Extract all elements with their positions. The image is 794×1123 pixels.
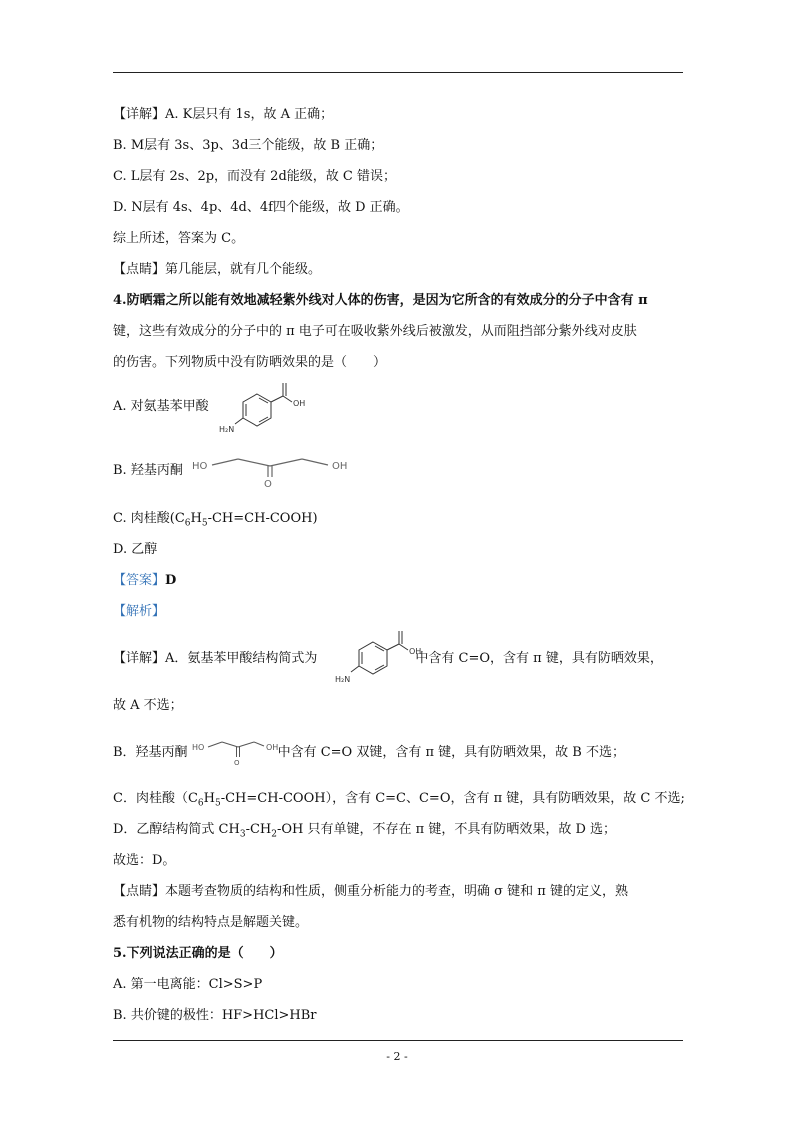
hydroxyacetone-structure-2: [192, 738, 284, 772]
header-rule: [113, 72, 683, 73]
oh-label-b: OH: [332, 461, 348, 472]
ho-label-b: HO: [192, 461, 208, 472]
q4-explain-d-sub1: 3: [239, 829, 246, 840]
q4-explain-c-mid: H: [203, 791, 215, 806]
q3-explain-d: D. N层有 4s、4p、4d、4f四个能级，故 D 正确。: [113, 200, 409, 215]
answer-label: 【答案】: [113, 573, 166, 588]
h2n-label-a2: H₂N: [335, 675, 351, 684]
q4-option-c-post: -CH=CH-COOH): [207, 511, 318, 526]
q4-tip-2: 悉有机物的结构特点是解题关键。: [113, 915, 309, 930]
q4-explain-c-sub2: 5: [214, 798, 221, 809]
q4-choose: 故选：D。: [113, 853, 176, 868]
q4-explain-d-post: -OH 只有单键，不存在 π 键，不具有防晒效果，故 D 选；: [277, 822, 617, 837]
analysis-label: 【解析】: [113, 604, 166, 619]
svg-text:O: O: [234, 759, 240, 767]
q4-explain-a-pre: 【详解】A．氨基苯甲酸结构简式为: [113, 651, 318, 666]
svg-text:O: O: [264, 479, 272, 490]
q4-explain-b-post: 中含有 C=O 双键，含有 π 键，具有防晒效果，故 B 不选；: [277, 745, 625, 760]
q4-explain-d-mid: -CH: [245, 822, 272, 837]
q3-explain-b: B. M层有 3s、3p、3d三个能级，故 B 正确；: [113, 138, 384, 153]
q4-explain-c-sub1: 6: [197, 798, 204, 809]
q4-option-c-sub1: 6: [184, 518, 191, 529]
q4-explain-c-post: -CH=CH-COOH），含有 C=C、C=O，含有 π 键，具有防晒效果，故 C 不选;: [220, 791, 685, 806]
q3-tip: 【点睛】第几能层，就有几个能级。: [113, 262, 322, 277]
q4-option-d: D. 乙醇: [113, 542, 158, 557]
q4-explain-d-pre: D．乙醇结构简式 CH: [113, 822, 240, 837]
q3-summary: 综上所述，答案为 C。: [113, 231, 245, 246]
q4-explain-c: [113, 790, 685, 813]
hydroxyacetone-structure: [190, 455, 370, 495]
page-number: - 2 -: [386, 1050, 408, 1063]
footer-rule: [113, 1040, 683, 1041]
q4-tip-1: 【点睛】本题考查物质的结构和性质，侧重分析能力的考查，明确 σ 键和 π 键的定义，熟: [113, 884, 628, 899]
q4-stem-1: 4.防晒霜之所以能有效地减轻紫外线对人体的伤害，是因为它所含的有效成分的分子中含有 π: [113, 293, 648, 308]
q4-option-c-sub2: 5: [201, 518, 208, 529]
aminobenzoic-acid-structure: [215, 378, 315, 444]
q4-option-c: [113, 510, 318, 533]
q4-explain-c-pre: C．肉桂酸（C: [113, 791, 198, 806]
q4-option-c-mid: H: [190, 511, 202, 526]
q4-stem-3: 的伤害。下列物质中没有防晒效果的是（ ）: [113, 355, 387, 370]
ho-label-b2: HO: [192, 743, 205, 752]
h2n-label-a: H₂N: [219, 425, 235, 434]
q4-explain-a-post: 中含有 C=O，含有 π 键，具有防晒效果，: [415, 651, 663, 666]
aminobenzoic-acid-structure-2: [333, 626, 429, 692]
q4-option-b: B. 羟基丙酮: [113, 463, 183, 478]
oh-label-a2: OH: [409, 647, 422, 656]
q4-explain-d: [113, 821, 616, 844]
answer-value: D: [165, 573, 177, 588]
q4-answer: [113, 572, 176, 590]
q4-explain-d-sub2: 2: [271, 829, 277, 840]
q4-explain-b: [113, 744, 625, 762]
q4-option-a: A. 对氨基苯甲酸: [113, 399, 209, 414]
oh-label-b2: OH: [266, 743, 279, 752]
q4-option-c-pre: C. 肉桂酸(C: [113, 511, 185, 526]
oh-label-a: OH: [293, 399, 306, 408]
q5-option-b: B. 共价键的极性：HF>HCl>HBr: [113, 1008, 317, 1023]
q4-explain-b-pre: B．羟基丙酮: [113, 745, 188, 760]
q5-stem: 5.下列说法正确的是（ ）: [113, 946, 283, 961]
q3-explain-c: C. L层有 2s、2p，而没有 2d能级，故 C 错误；: [113, 169, 396, 184]
q4-stem-2: 键，这些有效成分的分子中的 π 电子可在吸收紫外线后被激发，从而阻挡部分紫外线对皮肤: [113, 324, 637, 339]
q3-explain-a: 【详解】A. K层只有 1s，故 A 正确；: [113, 107, 334, 122]
q5-option-a: A. 第一电离能：Cl>S>P: [113, 977, 263, 992]
q4-explain-a-end: 故 A 不选；: [113, 698, 183, 713]
